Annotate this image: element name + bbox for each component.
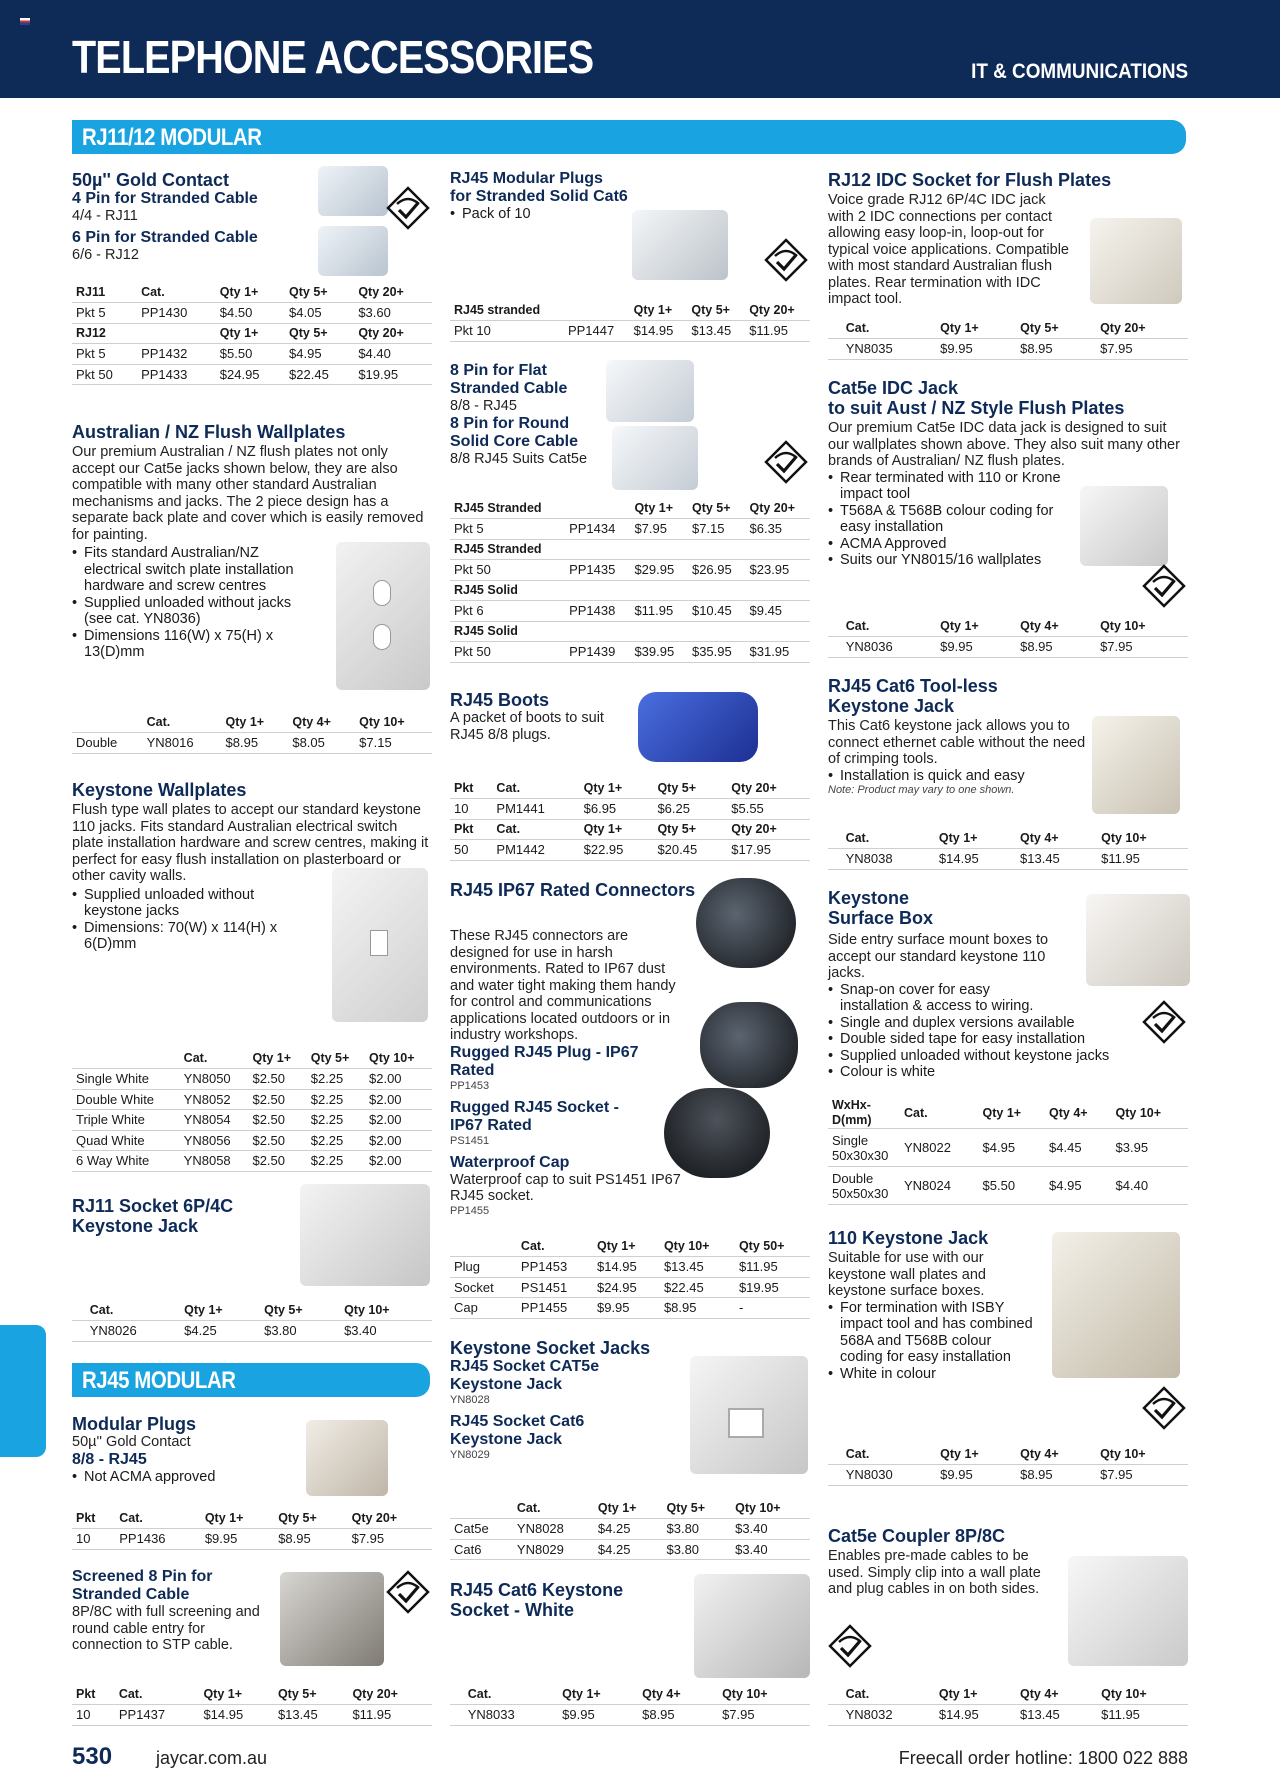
product-title: Socket - White [450,1600,575,1620]
feature-list: • Rear terminated with 110 or Krone impact tool • T568A & T568B colour coding for easy installation • ACMA Approved • Suits our YN8015/16 wallplates [828,470,1068,569]
section-banner-rj11: RJ11/12 MODULAR [72,120,1186,154]
product-description: Flush type wall plates to accept our standard keystone 110 jacks. Fits standard Australian electrical switch plate installation hardware and screw centres, making it perfect for easy flush installation on plasterboard or other cavity walls. [72,802,429,884]
table-row: YN8033 $9.95 $8.95 $7.95 [450,1705,810,1726]
price-table: Cat. Qty 1+ Qty 5+ Qty 10+ Cat5e YN8028 $4.25 $3.80 $3.40 Cat6 YN8029 $4.25 $3.80 $3.40 [450,1498,810,1560]
product-title: RJ11 Socket 6P/4C [72,1196,234,1216]
table-row: Double White YN8052 $2.50 $2.25 $2.00 [72,1089,432,1110]
keystone-wallplate-image [332,868,428,1022]
section-banner-rj45: RJ45 MODULAR [72,1363,430,1397]
product-subtitle: 8/8 - RJ45 [72,1450,147,1468]
product-subtitle: Keystone Jack [450,1376,563,1393]
price-table: RJ45 Stranded Qty 1+ Qty 5+ Qty 20+ Pkt 5 PP1434 $7.95 $7.15 $6.35 RJ45 Stranded Pkt 50 PP1435 $29.95 $26.95 $23.95 RJ45 Solid Pkt 6 PP1438 $11.95 $10.45 $9.45 RJ45 Solid Pkt 50 PP1439 $39.95 $35.95 $31.95 [450,498,810,663]
product-title: Australian / NZ Flush Wallplates [72,422,346,442]
cat-code: PS1451 [450,1134,490,1147]
cat6-white-section [450,1580,670,1620]
feature-list: • Fits standard Australian/NZ electrical switch plate installation hardware and screw centres • Supplied unloaded without jacks (see cat. YN8036) • Dimensions 116(W) x 75(H) x 13(D)mm [72,545,312,661]
product-title: Surface Box [828,908,934,928]
waterproof-cap-image [664,1088,770,1178]
product-subtitle: 6 Pin for Stranded Cable [72,228,258,246]
product-title: Keystone Jack [828,696,955,716]
price-table: Cat. Qty 1+ Qty 4+ Qty 10+ YN8038 $14.95 $13.45 $11.95 [828,828,1188,870]
table-row: 10 PP1436 $9.95 $8.95 $7.95 [72,1529,432,1550]
product-description: Our premium Cat5e IDC data jack is designed to suit our wallplates shown above. They also suit many other brands of Australian/ NZ flush plates. [828,420,1180,469]
price-table: Pkt Cat. Qty 1+ Qty 5+ Qty 20+ 10 PP1436 $9.95 $8.95 $7.95 [72,1508,432,1550]
table-row: 10 PM1441 $6.95 $6.25 $5.55 [450,799,810,820]
table-row: YN8036 $9.95 $8.95 $7.95 [828,637,1188,658]
feature-list: • Not ACMA approved [72,1469,312,1486]
price-table: RJ11 Cat. Qty 1+ Qty 5+ Qty 20+ Pkt 5 PP1430 $4.50 $4.05 $3.60 RJ12 Qty 1+ Qty 5+ Qty 20+ Pkt 5 PP1432 $5.50 $4.95 $4.40 Pkt 50 PP1433 $24.95 $22.45 $19.95 [72,282,432,385]
flag-icon [20,18,30,25]
price-table: Cat. Qty 1+ Qty 5+ Qty 10+ Single White YN8050 $2.50 $2.25 $2.00 Double White YN8052 $2.50 $2.25 $2.00 Triple White YN8054 $2.50 $2.25 $2.00 Quad White YN8056 $2.50 $2.25 $2.00 6 Way White YN8058 $2.50 $2.25 $2.00 [72,1048,432,1172]
product-detail: 8/8 - RJ45 [450,398,517,414]
table-row: Triple White YN8054 $2.50 $2.25 $2.00 [72,1110,432,1131]
product-subtitle: Rugged RJ45 Socket - [450,1098,619,1116]
acma-approved-icon [828,1624,872,1668]
ip67-plug-image [696,878,796,968]
page-header [0,0,1280,98]
keystone-socket-image [690,1356,808,1474]
rj11-socket-image [300,1184,430,1286]
price-table: WxHx-D(mm) Cat. Qty 1+ Qty 4+ Qty 10+ Single 50x30x30 YN8022 $4.95 $4.45 $3.95 Double 50x50x30 YN8024 $5.50 $4.95 $4.40 [828,1098,1188,1205]
keystone-110-image [1052,1232,1180,1378]
modular-plug-image [306,1420,388,1496]
product-title: 110 Keystone Jack [828,1228,989,1248]
table-row: 6 Way White YN8058 $2.50 $2.25 $2.00 [72,1151,432,1172]
product-subtitle: Rugged RJ45 Plug - IP67 [450,1043,639,1061]
product-subtitle: Keystone Jack [450,1431,563,1448]
product-note: Note: Product may vary to one shown. [828,784,1015,796]
product-title: Stranded Cable [72,1586,190,1603]
table-row: Pkt 5 PP1434 $7.95 $7.15 $6.35 [450,519,810,540]
product-detail: 50µ'' Gold Contact [72,1434,191,1450]
table-row: Cap PP1455 $9.95 $8.95 - [450,1298,810,1319]
feature-list: • Snap-on cover for easy installation & access to wiring. • Single and duplex versions available • Double sided tape for easy installation • Supplied unloaded without keystone jacks • Colour is white [828,982,1168,1081]
product-title: Cat5e Coupler 8P/8C [828,1526,1006,1546]
coupler-section [828,1526,1068,1598]
price-table: Cat. Qty 1+ Qty 4+ Qty 10+ YN8030 $9.95 $8.95 $7.95 [828,1444,1188,1486]
cat-code: PP1453 [450,1079,490,1092]
acma-approved-icon [764,238,808,282]
price-table: Cat. Qty 1+ Qty 5+ Qty 20+ YN8035 $9.95 $8.95 $7.95 [828,318,1188,360]
table-row: Pkt 50 PP1439 $39.95 $35.95 $31.95 [450,642,810,663]
product-subtitle: Rated [450,1061,495,1079]
hotline-text: Freecall order hotline: 1800 022 888 [898,1748,1188,1768]
acma-approved-icon [1142,564,1186,608]
table-row: YN8038 $14.95 $13.45 $11.95 [828,849,1188,870]
ip67-details [450,928,690,1218]
product-title: RJ12 IDC Socket for Flush Plates [828,170,1112,190]
screened-plug-image [280,1572,384,1666]
flat-plug-image [606,360,694,422]
price-table: RJ45 stranded Qty 1+ Qty 5+ Qty 20+ Pkt 10 PP1447 $14.95 $13.45 $11.95 [450,300,810,342]
website-link[interactable]: jaycar.com.au [156,1748,268,1768]
table-row: Double 50x50x30 YN8024 $5.50 $4.95 $4.40 [828,1167,1188,1205]
table-row: YN8026 $4.25 $3.80 $3.40 [72,1321,432,1342]
side-tab [0,1325,46,1457]
product-subtitle: RJ45 Socket CAT5e [450,1358,600,1375]
category-label: IT & COMMUNICATIONS [971,60,1188,83]
round-plug-image [612,426,698,490]
page-title: TELEPHONE ACCESSORIES [72,31,594,83]
table-row: Cat5e YN8028 $4.25 $3.80 $3.40 [450,1519,810,1540]
rj45-boot-image [638,692,758,762]
table-row: YN8030 $9.95 $8.95 $7.95 [828,1465,1188,1486]
product-description: Waterproof cap to suit PS1451 IP67 RJ45 socket. [450,1171,681,1204]
table-row: Pkt 5 PP1430 $4.50 $4.05 $3.60 [72,303,432,324]
feature-list: • Supplied unloaded without keystone jacks • Dimensions: 70(W) x 114(H) x 6(D)mm [72,887,307,953]
product-description: Our premium Australian / NZ flush plates not only accept our Cat5e jacks shown below, they are also compatible with many other standard Australian mechanisms and jacks. The 2 piece design has a separate back plate and cover which is easily removed for painting. [72,444,424,543]
keystone-socket-section [450,1338,700,1462]
product-title: Keystone Wallplates [72,780,247,800]
surface-box-image [1086,894,1190,986]
product-title: for Stranded Solid Cat6 [450,188,628,205]
product-title: RJ45 IP67 Rated Connectors [450,880,696,900]
product-title: Screened 8 Pin for [72,1568,213,1585]
price-table: Cat. Qty 1+ Qty 4+ Qty 10+ Double YN8016 $8.95 $8.05 $7.15 [72,712,432,754]
product-title: 50µ'' Gold Contact [72,170,229,190]
screened-plug-section [72,1568,272,1654]
product-description: Suitable for use with our keystone wall plates and keystone surface boxes. [828,1250,986,1299]
price-table: Cat. Qty 1+ Qty 4+ Qty 10+ YN8033 $9.95 $8.95 $7.95 [450,1684,810,1726]
table-row: Single White YN8050 $2.50 $2.25 $2.00 [72,1069,432,1090]
table-row: Single 50x30x30 YN8022 $4.95 $4.45 $3.95 [828,1129,1188,1167]
table-row: Pkt 50 PP1435 $29.95 $26.95 $23.95 [450,560,810,581]
rj12-idc-image [1090,218,1182,304]
cat6-keystone-image [694,1574,810,1678]
toolless-jack-image [1092,716,1180,814]
price-table: Cat. Qty 1+ Qty 5+ Qty 10+ YN8026 $4.25 $3.80 $3.40 [72,1300,432,1342]
page-number: 530 [72,1743,113,1770]
rj12-plug-image [318,226,388,276]
product-description: Voice grade RJ12 6P/4C IDC jack with 2 IDC connections per contact allowing easy loop-in, loop-out for typical voice applications. Compatible with most standard Australian flush plates. Rear termination with IDC impact tool. [828,192,1069,307]
modular-plugs-section [72,1414,312,1485]
acma-approved-icon [1142,1000,1186,1044]
product-title: RJ45 Cat6 Keystone [450,1580,624,1600]
table-row: Pkt 50 PP1433 $24.95 $22.45 $19.95 [72,364,432,385]
product-description: These RJ45 connectors are designed for use in harsh environments. Rated to IP67 dust and water tight making them handy for control and communications applications located outdoors or in industry workshops. [450,928,676,1043]
toolless-section [828,676,1088,796]
product-title: to suit Aust / NZ Style Flush Plates [828,398,1125,418]
product-title: 8 Pin for Flat [450,362,547,379]
cat6-plug-image [632,210,728,280]
price-table: Pkt Cat. Qty 1+ Qty 5+ Qty 20+ 10 PM1441 $6.95 $6.25 $5.55 Pkt Cat. Qty 1+ Qty 5+ Qty 20+ 50 PM1442 $22.95 $20.45 $17.95 [450,778,810,861]
cat5e-jack-image [1080,486,1168,566]
price-table: Cat. Qty 1+ Qty 4+ Qty 10+ YN8036 $9.95 $8.95 $7.95 [828,616,1188,658]
table-row: Quad White YN8056 $2.50 $2.25 $2.00 [72,1130,432,1151]
product-subtitle: Waterproof Cap [450,1153,570,1171]
table-row: Double YN8016 $8.95 $8.05 $7.15 [72,733,432,754]
product-detail: 6/6 - RJ12 [72,246,139,263]
acma-approved-icon [1142,1386,1186,1430]
product-description: This Cat6 keystone jack allows you to connect ethernet cable without the need of crimping tools. [828,718,1086,767]
product-description: Enables pre-made cables to be used. Simply clip into a wall plate and plug cables in on both sides. [828,1548,1041,1597]
product-detail: 8/8 RJ45 Suits Cat5e [450,450,588,467]
product-title: Solid Core Cable [450,432,579,450]
price-table: Cat. Qty 1+ Qty 4+ Qty 10+ YN8032 $14.95 $13.45 $11.95 [828,1684,1188,1726]
product-subtitle: RJ45 Socket Cat6 [450,1413,585,1430]
product-title: Modular Plugs [72,1414,197,1434]
table-row: 50 PM1442 $22.95 $20.45 $17.95 [450,840,810,861]
product-description: 8P/8C with full screening and round cable entry for connection to STP cable. [72,1604,260,1653]
ip67-socket-image [700,1002,798,1088]
product-title: Keystone [828,888,910,908]
price-table: Pkt Cat. Qty 1+ Qty 5+ Qty 20+ 10 PP1437 $14.95 $13.45 $11.95 [72,1684,432,1726]
coupler-image [1068,1556,1188,1666]
table-row: Cat6 YN8029 $4.25 $3.80 $3.40 [450,1539,810,1560]
table-row: Pkt 6 PP1438 $11.95 $10.45 $9.45 [450,601,810,622]
table-row: 10 PP1437 $14.95 $13.45 $11.95 [72,1705,432,1726]
rj45-boots-section [450,690,620,743]
cat-code: YN8029 [450,1449,490,1461]
product-title: Cat5e IDC Jack [828,378,959,398]
table-row: Socket PS1451 $24.95 $22.45 $19.95 [450,1277,810,1298]
acma-approved-icon [386,186,430,230]
product-subtitle: 4 Pin for Stranded Cable [72,190,258,207]
product-title: 8 Pin for Round [450,414,570,432]
product-title: Stranded Cable [450,380,568,397]
product-title: Keystone Socket Jacks [450,1338,651,1358]
product-title: RJ45 Boots [450,690,550,710]
product-subtitle: IP67 Rated [450,1116,532,1134]
table-row: YN8035 $9.95 $8.95 $7.95 [828,339,1188,360]
product-detail: 4/4 - RJ11 [72,208,138,224]
product-description: Side entry surface mount boxes to accept our standard keystone 110 jacks. [828,932,1049,981]
rj11-plug-image [318,166,388,216]
feature-list: • For termination with ISBY impact tool and has combined 568A and T568B colour coding for easy installation • White in colour [828,1300,1038,1383]
product-title: RJ45 Cat6 Tool-less [828,676,998,696]
product-title: Keystone Jack [72,1216,199,1236]
table-row: Pkt 10 PP1447 $14.95 $13.45 $11.95 [450,321,810,342]
cat-code: PP1455 [450,1204,490,1217]
feature-list: • Pack of 10 [450,206,700,223]
feature-list: • Installation is quick and easy [828,768,1088,785]
flush-wallplate-image [336,542,430,690]
cat-code: YN8028 [450,1394,490,1406]
acma-approved-icon [764,440,808,484]
table-row: Plug PP1453 $14.95 $13.45 $11.95 [450,1257,810,1278]
acma-approved-icon [386,1570,430,1614]
price-table: Cat. Qty 1+ Qty 10+ Qty 50+ Plug PP1453 $14.95 $13.45 $11.95 Socket PS1451 $24.95 $22.45 $19.95 Cap PP1455 $9.95 $8.95 - [450,1236,810,1319]
product-title: RJ45 Modular Plugs [450,170,603,187]
table-row: YN8032 $14.95 $13.45 $11.95 [828,1705,1188,1726]
product-description: A packet of boots to suit RJ45 8/8 plugs. [450,710,604,743]
table-row: Pkt 5 PP1432 $5.50 $4.95 $4.40 [72,344,432,365]
rj11-socket-section [72,1196,312,1236]
